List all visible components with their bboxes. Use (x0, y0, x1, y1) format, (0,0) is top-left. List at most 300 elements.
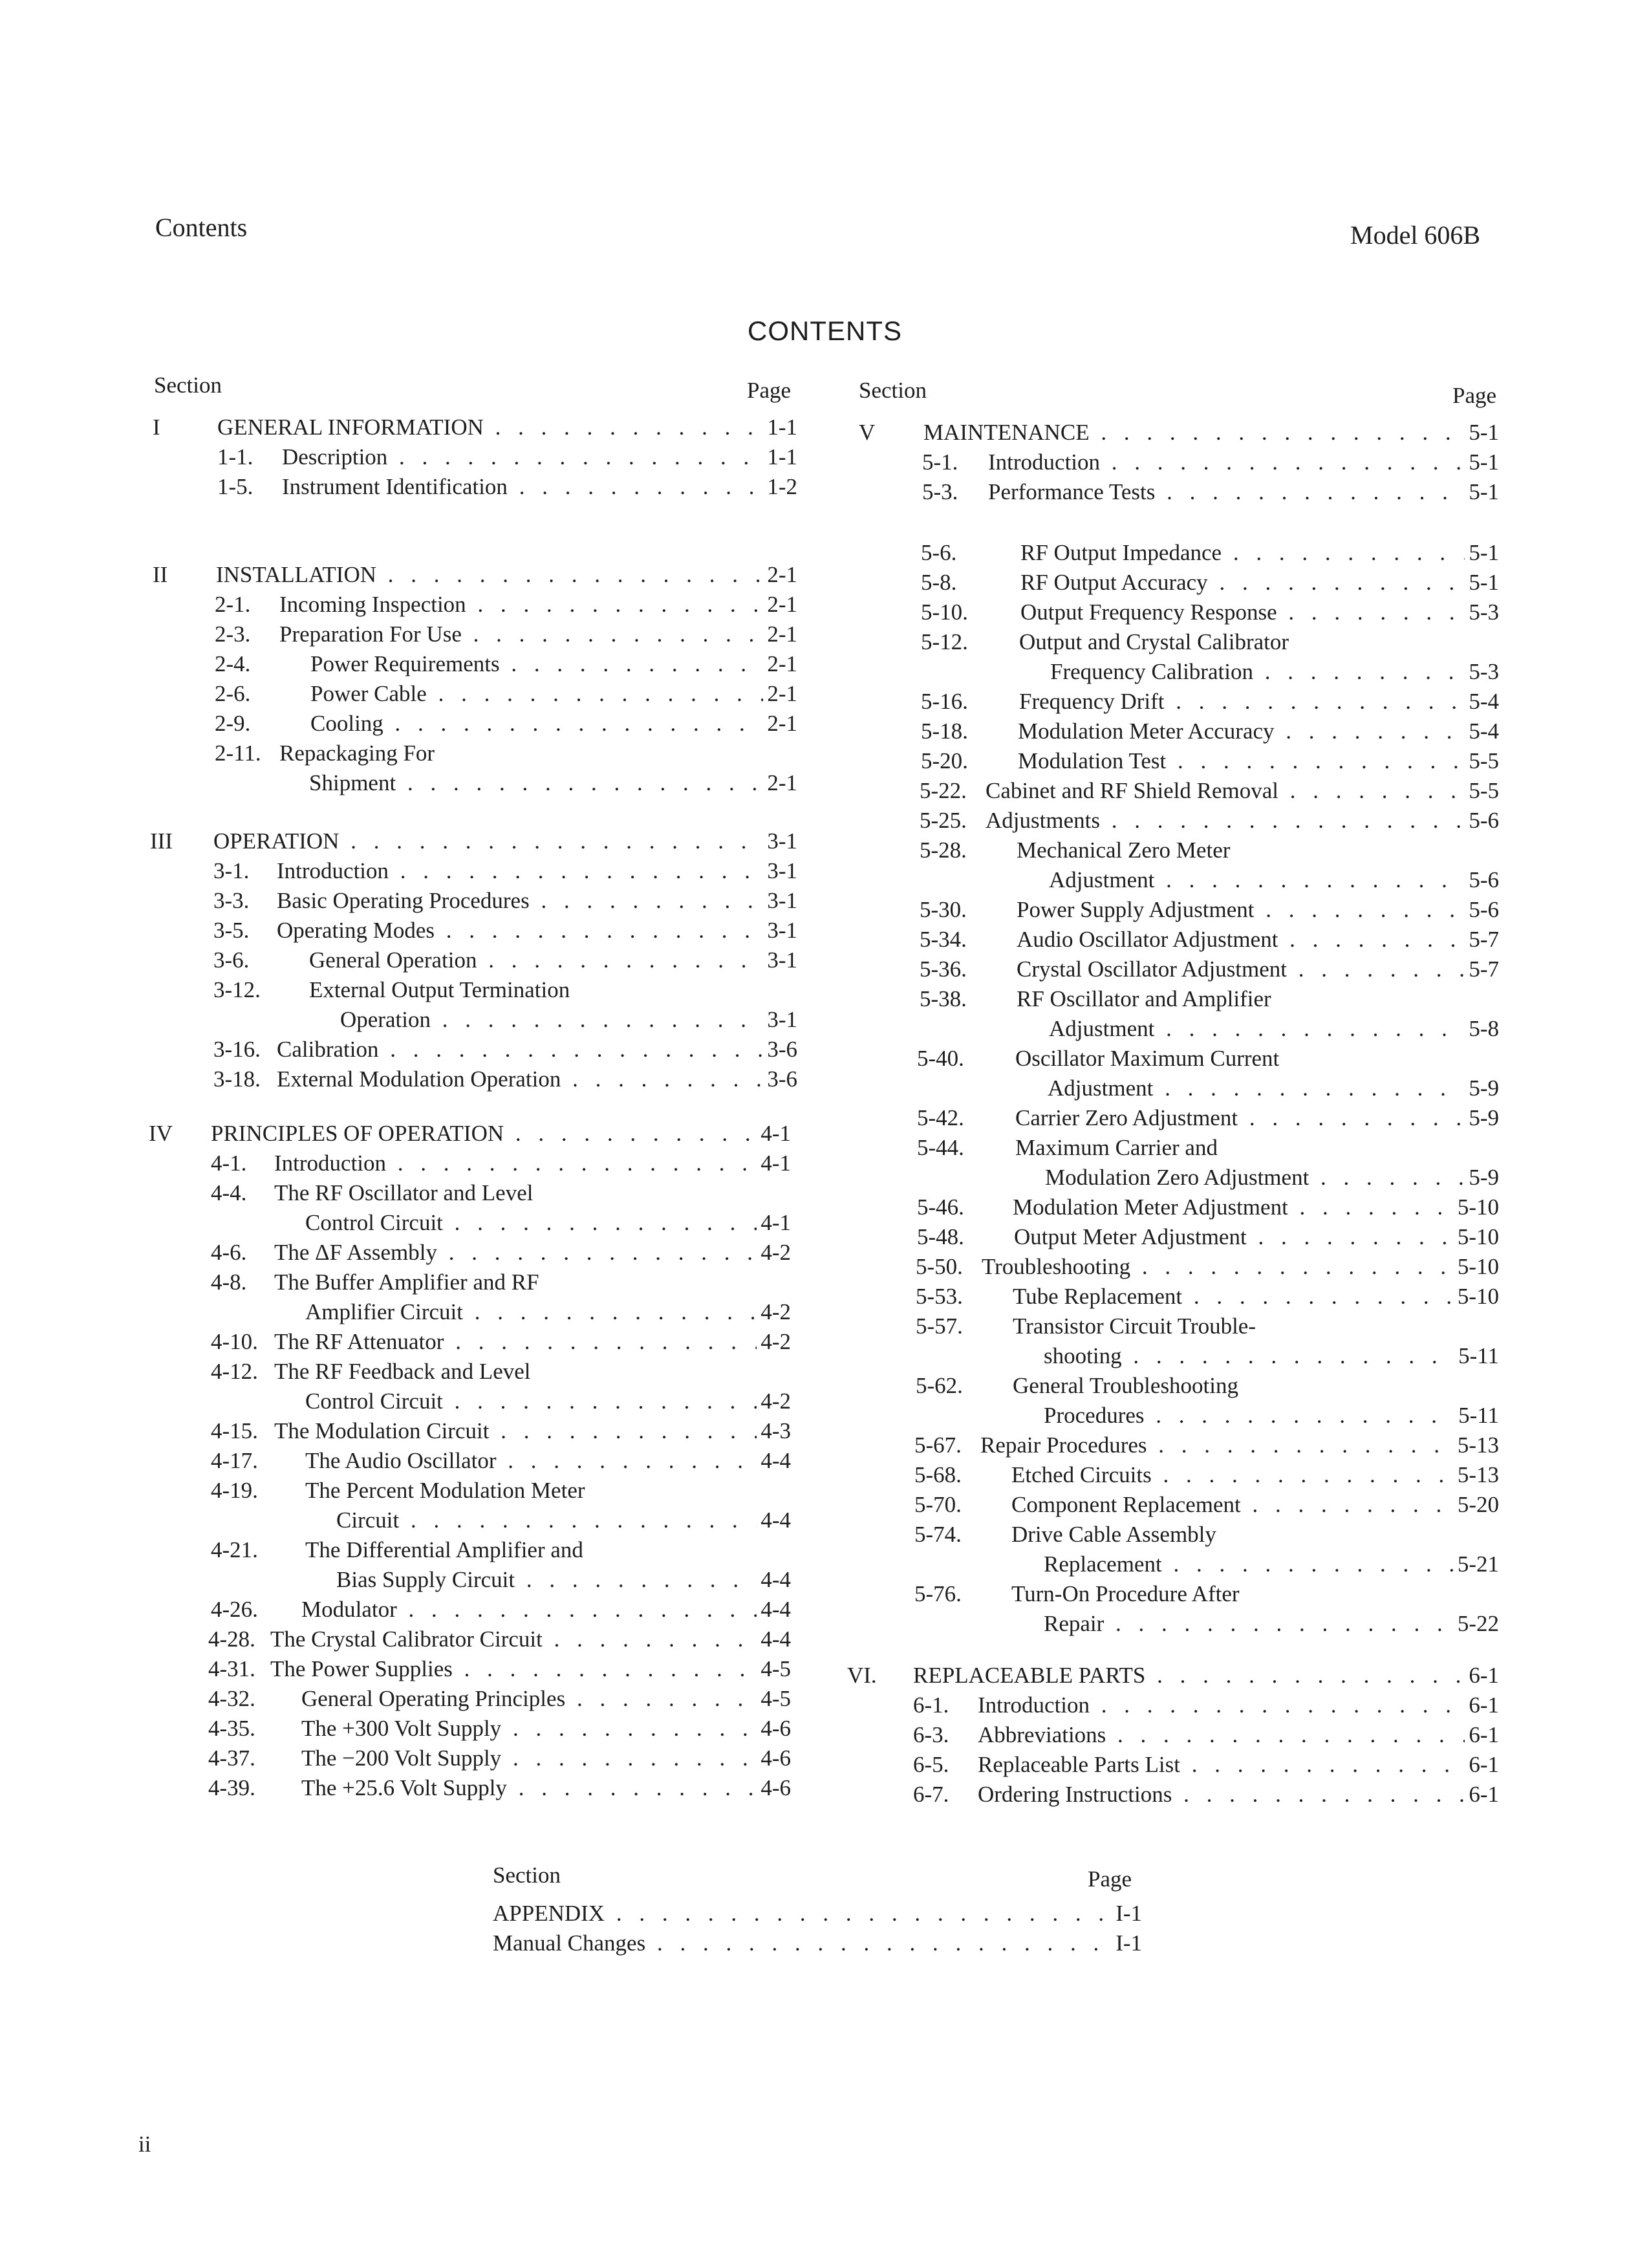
toc-entry-page: 3-1 (763, 945, 797, 975)
toc-entry-page: 2-1 (763, 590, 797, 620)
toc-entry[interactable] (211, 1268, 791, 1297)
toc-entry-page: 5-11 (1454, 1401, 1499, 1431)
toc-entry-page: 5-3 (1465, 598, 1499, 627)
toc-entry-number: 4-26. (211, 1597, 258, 1622)
toc-entry-label: Adjustment . . . (1049, 865, 1499, 895)
toc-entry-number: 6-3. (913, 1722, 949, 1747)
toc-entry[interactable] (920, 836, 1499, 865)
toc-entry-label: External Modulation Operation . . . (277, 1064, 797, 1094)
toc-entry-page: 3-1 (763, 916, 797, 945)
toc-entry-label: General Operating Principles . . . (301, 1684, 791, 1714)
toc-entry[interactable] (917, 1044, 1499, 1074)
toc-entry[interactable] (211, 1506, 791, 1535)
toc-entry-label: Manual Changes . . . (493, 1928, 1142, 1958)
toc-entry-label: Modulation Test . . . (1018, 746, 1499, 776)
toc-entry-label: Introduction . . . (988, 448, 1499, 477)
toc-entry[interactable] (921, 746, 1499, 776)
toc-entry-number: 5-44. (917, 1135, 964, 1160)
toc-entry-page: 5-7 (1465, 955, 1499, 984)
toc-entry[interactable] (493, 1928, 1142, 1958)
toc-entry-number: 6-5. (913, 1752, 949, 1777)
toc-entry-page: 5-9 (1465, 1074, 1499, 1103)
toc-entry-label: Operation . . . (340, 1005, 797, 1035)
toc-entry[interactable] (149, 1119, 791, 1149)
toc-entry-label: The Buffer Amplifier and RF (274, 1269, 539, 1295)
toc-entry[interactable] (213, 856, 797, 886)
toc-entry[interactable] (211, 1178, 791, 1208)
toc-entry-page: 4-6 (757, 1744, 791, 1773)
toc-entry[interactable] (211, 1208, 791, 1238)
right-section-header: Section (859, 378, 927, 403)
toc-entry-label: Operating Modes . . . (277, 916, 797, 945)
toc-entry-label: RF Output Accuracy . . . (1020, 568, 1499, 598)
running-header-left: Contents (155, 213, 248, 242)
toc-entry[interactable] (920, 776, 1499, 806)
toc-entry-number: 2-1. (215, 592, 251, 617)
toc-entry-page: 5-4 (1465, 717, 1499, 746)
appendix-section-header: Section (493, 1863, 561, 1888)
toc-entry-label: Ordering Instructions . . . (978, 1780, 1499, 1809)
toc-entry-number: 2-6. (215, 681, 251, 706)
toc-entry-number: 5-6. (921, 540, 957, 565)
toc-entry-label: Introduction . . . (978, 1690, 1499, 1720)
toc-entry-number: 5-25. (920, 808, 967, 833)
toc-entry[interactable] (217, 442, 797, 472)
toc-entry-label: shooting . . . (1044, 1341, 1499, 1371)
toc-entry-number: 4-10. (211, 1329, 258, 1354)
toc-entry-page: 6-1 (1465, 1661, 1499, 1690)
toc-entry[interactable] (917, 1193, 1499, 1222)
toc-entry-number: 5-30. (920, 897, 967, 922)
toc-entry[interactable] (921, 598, 1499, 627)
toc-entry-label: Frequency Calibration . . . (1050, 657, 1499, 687)
toc-entry[interactable] (913, 1750, 1499, 1780)
toc-entry-page: 4-1 (757, 1149, 791, 1178)
toc-entry[interactable] (921, 568, 1499, 598)
toc-entry[interactable] (211, 1357, 791, 1387)
toc-entry-page: 5-13 (1454, 1460, 1499, 1490)
toc-entry-label: The −200 Volt Supply . . . (301, 1744, 791, 1773)
toc-entry-page: 2-1 (763, 679, 797, 709)
toc-entry-number: 5-38. (920, 986, 967, 1011)
toc-entry-page: 6-1 (1465, 1690, 1499, 1720)
toc-entry-page: 5-9 (1465, 1163, 1499, 1193)
toc-entry-label: Circuit . . . (336, 1506, 791, 1535)
toc-entry-label: Mechanical Zero Meter (1017, 837, 1231, 863)
toc-entry-page: I-1 (1112, 1899, 1142, 1928)
toc-entry-label: Audio Oscillator Adjustment . . . (1017, 925, 1499, 955)
toc-entry-label: Control Circuit . . . (305, 1387, 791, 1416)
toc-entry-page: 5-5 (1465, 776, 1499, 806)
toc-entry-page: 5-3 (1465, 657, 1499, 687)
toc-entry[interactable] (213, 1064, 797, 1094)
toc-entry-label: Output and Crystal Calibrator (1019, 629, 1289, 654)
toc-entry[interactable] (921, 627, 1499, 657)
toc-entry-page: 5-10 (1454, 1252, 1499, 1282)
toc-entry-page: 3-1 (763, 1005, 797, 1035)
toc-entry-number: 4-31. (208, 1656, 255, 1681)
toc-entry-number: 5-3. (922, 479, 958, 504)
toc-entry-number: 5-12. (921, 629, 968, 654)
toc-entry[interactable] (914, 1609, 1499, 1639)
toc-entry-number: 3-1. (213, 858, 250, 883)
toc-entry-page: 5-1 (1465, 568, 1499, 598)
toc-entry-number: 5-8. (921, 570, 957, 595)
toc-entry[interactable] (913, 1780, 1499, 1809)
page-title: CONTENTS (748, 316, 902, 346)
toc-entry-number: 4-21. (211, 1537, 258, 1562)
toc-entry-number: 2-9. (215, 711, 251, 736)
toc-entry-page: 3-1 (763, 886, 797, 916)
toc-entry-number: 5-62. (916, 1373, 963, 1398)
toc-entry-label: Replaceable Parts List . . . (978, 1750, 1499, 1780)
toc-entry-label: Introduction . . . (277, 856, 797, 886)
toc-entry[interactable] (914, 1431, 1499, 1460)
toc-entry-label: Repair . . . (1044, 1609, 1499, 1639)
toc-entry-number: VI. (847, 1663, 877, 1688)
toc-entry-label: The Audio Oscillator . . . (305, 1446, 791, 1476)
toc-entry[interactable] (859, 418, 1499, 448)
toc-entry[interactable] (917, 1133, 1499, 1163)
toc-entry-page: 4-6 (757, 1714, 791, 1744)
toc-entry-label: Modulation Zero Adjustment . . . (1045, 1163, 1499, 1193)
toc-entry[interactable] (208, 1773, 791, 1803)
toc-entry-label: Repackaging For (279, 740, 435, 766)
toc-entry[interactable] (211, 1416, 791, 1446)
toc-entry-number: V (859, 420, 876, 445)
toc-entry-page: 4-4 (757, 1565, 791, 1595)
toc-entry[interactable] (921, 657, 1499, 687)
toc-entry[interactable] (920, 895, 1499, 925)
toc-entry-label: Bias Supply Circuit . . . (336, 1565, 791, 1595)
toc-entry[interactable] (920, 1014, 1499, 1044)
toc-entry[interactable] (208, 1744, 791, 1773)
toc-entry[interactable] (913, 1720, 1499, 1750)
toc-entry-page: 5-6 (1465, 865, 1499, 895)
toc-entry-label: Introduction . . . (274, 1149, 791, 1178)
toc-entry-number: 5-57. (916, 1313, 963, 1339)
toc-entry-page: 6-1 (1465, 1750, 1499, 1780)
toc-entry-number: 3-16. (213, 1037, 261, 1062)
toc-entry[interactable] (916, 1312, 1499, 1341)
toc-entry-number: 4-28. (208, 1626, 255, 1652)
toc-entry-page: 5-6 (1465, 806, 1499, 836)
toc-entry-label: Power Cable . . . (310, 679, 797, 709)
toc-entry-number: 4-19. (211, 1478, 258, 1503)
toc-entry-page: 2-1 (763, 560, 797, 590)
toc-entry[interactable] (213, 945, 797, 975)
toc-entry-number: 4-12. (211, 1359, 258, 1384)
toc-entry-page: 3-6 (763, 1064, 797, 1094)
toc-entry-number: 5-46. (917, 1194, 964, 1220)
toc-entry-label: REPLACEABLE PARTS . . . (913, 1661, 1499, 1690)
toc-entry[interactable] (211, 1535, 791, 1565)
toc-entry-number: 5-76. (914, 1581, 962, 1606)
toc-entry[interactable] (213, 1035, 797, 1064)
toc-entry-number: 4-4. (211, 1180, 247, 1205)
toc-entry-label: General Operation . . . (309, 945, 797, 975)
toc-entry[interactable] (921, 687, 1499, 717)
toc-entry[interactable] (917, 1163, 1499, 1193)
toc-entry-page: 4-4 (757, 1446, 791, 1476)
toc-entry[interactable] (922, 448, 1499, 477)
toc-entry-page: 5-9 (1465, 1103, 1499, 1133)
toc-entry[interactable] (917, 1103, 1499, 1133)
toc-entry-page: 4-2 (757, 1238, 791, 1268)
toc-entry-label: Oscillator Maximum Current (1015, 1046, 1280, 1071)
toc-entry-number: 5-34. (920, 927, 967, 952)
toc-entry-page: 5-4 (1465, 687, 1499, 717)
toc-entry-label: Power Requirements . . . (310, 649, 797, 679)
toc-entry-number: 2-11. (215, 740, 261, 766)
toc-entry[interactable] (211, 1476, 791, 1506)
toc-entry-label: Description . . . (282, 442, 797, 472)
toc-entry-label: The Power Supplies . . . (270, 1654, 791, 1684)
toc-entry[interactable] (211, 1297, 791, 1327)
toc-entry-page: 4-4 (757, 1625, 791, 1654)
toc-entry-number: 2-4. (215, 651, 251, 676)
toc-entry-page: 5-22 (1454, 1609, 1499, 1639)
toc-entry-label: Procedures . . . (1044, 1401, 1499, 1431)
toc-entry-number: 3-3. (213, 888, 250, 913)
toc-entry-page: 2-1 (763, 620, 797, 649)
toc-entry-number: 5-42. (917, 1105, 964, 1130)
toc-entry[interactable] (215, 649, 797, 679)
toc-entry[interactable] (215, 768, 797, 798)
toc-entry-page: 4-6 (757, 1773, 791, 1803)
toc-entry-label: Tube Replacement . . . (1013, 1282, 1499, 1312)
toc-entry-page: 4-2 (757, 1297, 791, 1327)
toc-entry-label: Calibration . . . (277, 1035, 797, 1064)
toc-entry-number: I (153, 415, 160, 440)
toc-entry-page: 5-10 (1454, 1193, 1499, 1222)
toc-entry-page: 3-6 (763, 1035, 797, 1064)
toc-entry-number: III (150, 828, 173, 854)
toc-entry-page: I-1 (1112, 1928, 1142, 1958)
toc-entry-label: Incoming Inspection . . . (279, 590, 797, 620)
toc-entry-label: Preparation For Use . . . (279, 620, 797, 649)
toc-entry-page: 4-1 (757, 1208, 791, 1238)
toc-entry-label: Abbreviations . . . (978, 1720, 1499, 1750)
toc-entry-number: 5-48. (917, 1224, 964, 1249)
toc-entry[interactable] (917, 1074, 1499, 1103)
toc-entry-label: Instrument Identification . . . (282, 472, 797, 502)
toc-entry-label: APPENDIX . . . (493, 1899, 1142, 1928)
left-section-header: Section (154, 373, 222, 398)
toc-entry[interactable] (211, 1387, 791, 1416)
toc-entry[interactable] (921, 717, 1499, 746)
toc-entry-page: 5-6 (1465, 895, 1499, 925)
toc-entry-label: MAINTENANCE . . . (923, 418, 1499, 448)
toc-entry[interactable] (914, 1579, 1499, 1609)
toc-entry-page: 5-1 (1465, 538, 1499, 568)
toc-entry-label: Control Circuit . . . (305, 1208, 791, 1238)
toc-entry-label: The ΔF Assembly . . . (274, 1238, 791, 1268)
toc-entry[interactable] (917, 1222, 1499, 1252)
toc-entry[interactable] (920, 925, 1499, 955)
toc-entry[interactable] (211, 1327, 791, 1357)
toc-entry[interactable] (847, 1661, 1499, 1690)
toc-entry-number: 5-22. (920, 778, 967, 803)
toc-entry-label: Troubleshooting . . . (982, 1252, 1499, 1282)
toc-entry[interactable] (153, 413, 797, 442)
toc-entry-number: 4-39. (208, 1775, 255, 1800)
toc-entry[interactable] (208, 1714, 791, 1744)
toc-entry[interactable] (916, 1371, 1499, 1401)
toc-entry-label: Modulator . . . (301, 1595, 791, 1625)
toc-entry-number: 5-68. (914, 1462, 962, 1487)
toc-entry[interactable] (213, 975, 797, 1005)
toc-entry[interactable] (215, 739, 797, 768)
toc-entry[interactable] (211, 1446, 791, 1476)
toc-entry[interactable] (213, 916, 797, 945)
toc-entry-label: PRINCIPLES OF OPERATION . . . (211, 1119, 791, 1149)
toc-entry-label: The RF Attenuator . . . (274, 1327, 791, 1357)
toc-entry-page: 4-3 (757, 1416, 791, 1446)
toc-entry[interactable] (215, 679, 797, 709)
toc-entry[interactable] (913, 1690, 1499, 1720)
toc-entry-number: 3-18. (213, 1066, 261, 1092)
right-page-header: Page (1452, 383, 1497, 408)
toc-entry-label: INSTALLATION . . . (216, 560, 797, 590)
toc-entry-label: The Modulation Circuit . . . (274, 1416, 791, 1446)
toc-entry-label: Transistor Circuit Trouble- (1013, 1313, 1256, 1339)
toc-entry-number: 5-36. (920, 956, 967, 982)
toc-entry-number: 4-37. (208, 1745, 255, 1771)
toc-entry[interactable] (914, 1460, 1499, 1490)
toc-entry-label: GENERAL INFORMATION . . . (217, 413, 797, 442)
toc-entry[interactable] (921, 538, 1499, 568)
toc-entry[interactable] (208, 1684, 791, 1714)
toc-entry[interactable] (213, 886, 797, 916)
toc-entry-page: 4-2 (757, 1387, 791, 1416)
toc-entry-label: RF Oscillator and Amplifier (1017, 986, 1271, 1011)
toc-entry[interactable] (914, 1550, 1499, 1579)
toc-entry-page: 6-1 (1465, 1780, 1499, 1809)
toc-entry[interactable] (916, 1401, 1499, 1431)
toc-entry[interactable] (922, 477, 1499, 507)
toc-entry[interactable] (914, 1520, 1499, 1550)
toc-entry[interactable] (493, 1899, 1142, 1928)
toc-entry[interactable] (211, 1238, 791, 1268)
toc-entry-number: 4-15. (211, 1418, 258, 1443)
toc-entry-label: The +25.6 Volt Supply . . . (301, 1773, 791, 1803)
toc-entry[interactable] (914, 1490, 1499, 1520)
toc-entry-page: 5-5 (1465, 746, 1499, 776)
toc-entry-page: 5-20 (1454, 1490, 1499, 1520)
toc-entry-number: 5-53. (916, 1284, 963, 1309)
toc-entry-number: 3-12. (213, 977, 261, 1002)
toc-entry-number: 4-32. (208, 1686, 255, 1711)
toc-entry-label: Etched Circuits . . . (1011, 1460, 1499, 1490)
toc-entry[interactable] (215, 709, 797, 739)
toc-entry[interactable] (920, 984, 1499, 1014)
toc-entry-page: 5-13 (1454, 1431, 1499, 1460)
toc-entry-number: 2-3. (215, 621, 251, 647)
toc-entry-page: 4-1 (757, 1119, 791, 1149)
toc-entry-number: 5-74. (914, 1522, 962, 1547)
toc-entry-number: 5-70. (914, 1492, 962, 1517)
toc-entry-label: Crystal Oscillator Adjustment . . . (1017, 955, 1499, 984)
toc-entry-label: Power Supply Adjustment . . . (1017, 895, 1499, 925)
toc-entry[interactable] (153, 560, 797, 590)
toc-entry-label: Cabinet and RF Shield Removal . . . (986, 776, 1499, 806)
toc-entry-page: 1-1 (763, 442, 797, 472)
toc-entry-page: 3-1 (763, 826, 797, 856)
toc-entry-label: The RF Feedback and Level (274, 1359, 531, 1384)
toc-entry-label: The Differential Amplifier and (305, 1537, 583, 1562)
toc-entry-number: 4-8. (211, 1269, 247, 1295)
toc-entry[interactable] (208, 1654, 791, 1684)
toc-entry-number: II (153, 562, 168, 587)
toc-entry-number: 5-1. (922, 449, 958, 475)
toc-entry-page: 6-1 (1465, 1720, 1499, 1750)
toc-entry-label: Component Replacement . . . (1011, 1490, 1499, 1520)
toc-entry-page: 2-1 (763, 649, 797, 679)
toc-entry-label: Output Meter Adjustment . . . (1014, 1222, 1499, 1252)
toc-entry-page: 5-7 (1465, 925, 1499, 955)
toc-entry[interactable] (215, 620, 797, 649)
toc-entry[interactable] (217, 472, 797, 502)
toc-entry[interactable] (920, 865, 1499, 895)
toc-entry[interactable] (916, 1252, 1499, 1282)
toc-entry-number: 6-1. (913, 1692, 949, 1718)
page-number: ii (138, 2132, 151, 2157)
toc-entry-label: Adjustment . . . (1049, 1014, 1499, 1044)
toc-entry-page: 1-1 (763, 413, 797, 442)
toc-entry-number: 4-35. (208, 1716, 255, 1741)
toc-entry-page: 5-1 (1465, 448, 1499, 477)
toc-entry-label: External Output Termination (309, 977, 570, 1002)
toc-entry[interactable] (211, 1565, 791, 1595)
appendix-page-header: Page (1088, 1866, 1132, 1892)
toc-entry-label: Amplifier Circuit . . . (305, 1297, 791, 1327)
toc-entry-label: Turn-On Procedure After (1011, 1581, 1240, 1606)
toc-entry[interactable] (213, 1005, 797, 1035)
toc-entry-label: Shipment . . . (309, 768, 797, 798)
toc-entry[interactable] (211, 1595, 791, 1625)
toc-entry-page: 1-2 (763, 472, 797, 502)
toc-entry[interactable] (916, 1282, 1499, 1312)
toc-entry-label: Modulation Meter Accuracy . . . (1018, 717, 1499, 746)
toc-entry-page: 4-2 (757, 1327, 791, 1357)
left-page-header: Page (747, 378, 792, 403)
toc-entry-label: OPERATION . . . (213, 826, 797, 856)
toc-entry-label: Output Frequency Response . . . (1020, 598, 1499, 627)
toc-entry[interactable] (920, 806, 1499, 836)
toc-entry[interactable] (208, 1625, 791, 1654)
toc-entry-page: 4-5 (757, 1684, 791, 1714)
toc-entry-label: Cooling . . . (310, 709, 797, 739)
toc-entry-label: The RF Oscillator and Level (274, 1180, 534, 1205)
toc-entry-label: Adjustment . . . (1048, 1074, 1499, 1103)
toc-entry[interactable] (150, 826, 797, 856)
toc-entry-page: 5-8 (1465, 1014, 1499, 1044)
toc-entry-number: IV (149, 1121, 173, 1146)
toc-entry[interactable] (916, 1341, 1499, 1371)
toc-entry-label: Performance Tests . . . (988, 477, 1499, 507)
toc-entry-page: 4-4 (757, 1506, 791, 1535)
toc-entry-number: 6-7. (913, 1782, 949, 1807)
toc-entry[interactable] (215, 590, 797, 620)
toc-entry[interactable] (211, 1149, 791, 1178)
toc-entry-page: 5-1 (1465, 477, 1499, 507)
toc-entry-label: Replacement . . . (1044, 1550, 1499, 1579)
toc-entry-label: Drive Cable Assembly (1011, 1522, 1216, 1547)
toc-entry-number: 5-10. (921, 599, 968, 625)
toc-entry[interactable] (920, 955, 1499, 984)
toc-entry-number: 3-5. (213, 918, 250, 943)
